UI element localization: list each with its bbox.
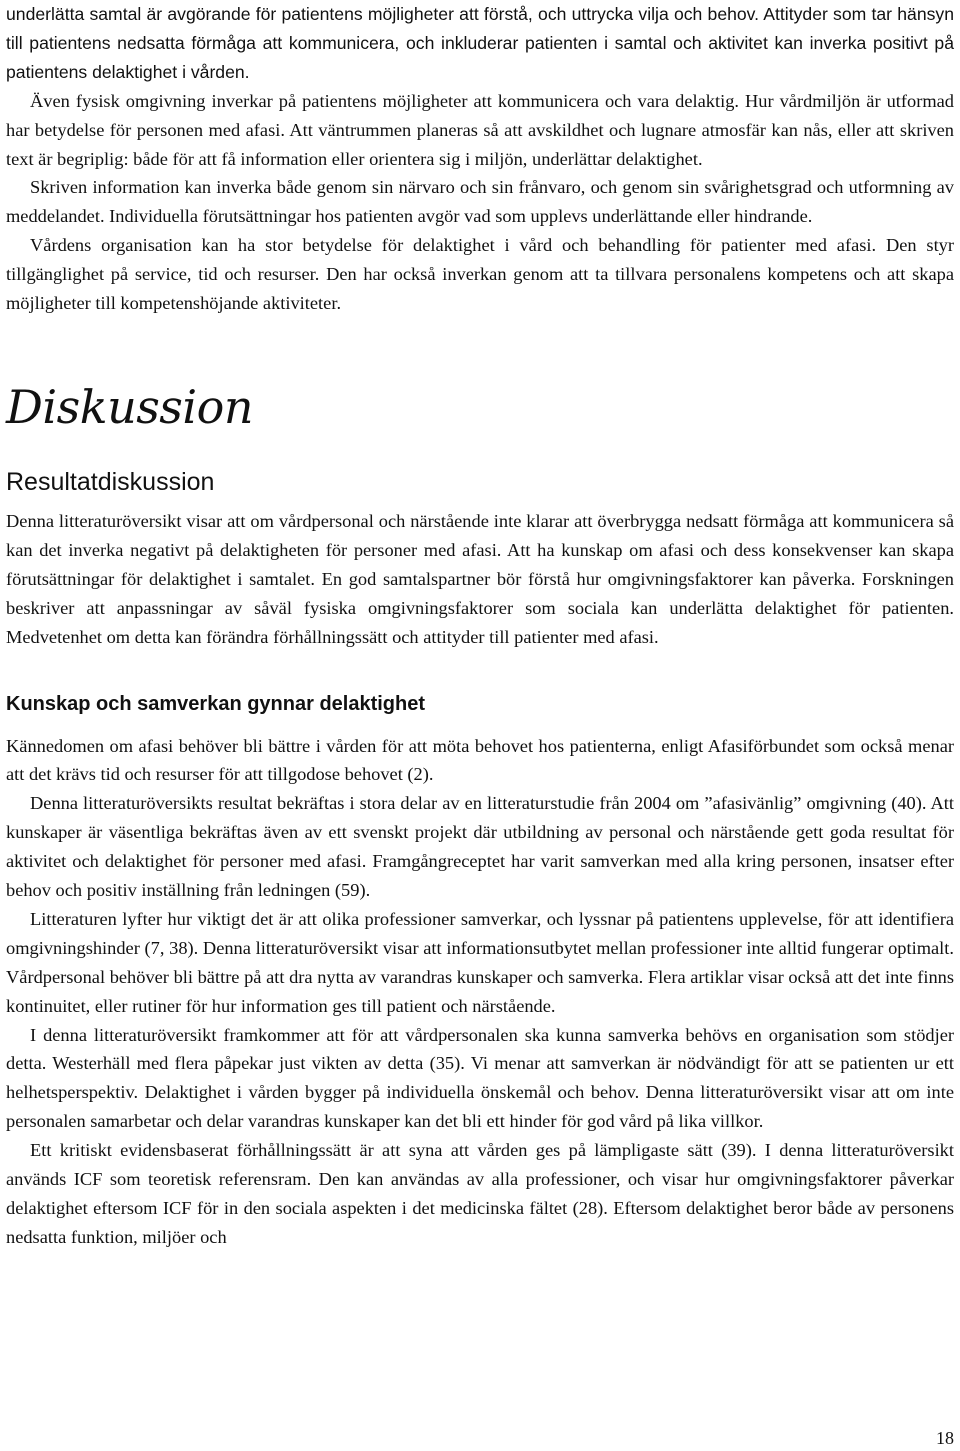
- paragraph-professions: Litteraturen lyfter hur viktigt det är att olika professioner samverkar, och lyssnar på patientens upplevelse, för att identifiera omgivningshinder (7, 38). Denna litteraturöversikt visar att informationsutbytet mellan professioner inte alltid fungerar optimalt. Vårdpersonal behöver bli bättre på att dra nytta av varandras kunskaper och samverka. Flera artiklar visar också att det inte finns kontinuitet, eller rutiner för hur information ges till patient och närstående.: [6, 908, 954, 1016]
- paragraph-written-information: Skriven information kan inverka både genom sin närvaro och sin frånvaro, och genom sin svårighetsgrad och utformning av meddelandet. Individuella förutsättningar hos patienten avgör vad som upplevs underlättande eller hindrande.: [6, 177, 954, 227]
- paragraph-physical-environment: Även fysisk omgivning inverkar på patientens möjligheter att kommunicera och vara delaktig. Hur vårdmiljön är utformad har betydelse för personen med afasi. Att väntrummen planeras så att avskildhet och lugnare atmosfär kan nås, eller att skriven text är begriplig: både för att få information eller orientera sig i miljön, underlättar delaktighet.: [6, 90, 954, 169]
- paragraph-evidence-based: Ett kritiskt evidensbaserat förhållningssätt är att syna att vården ges på lämpligaste sätt (39). I denna litteraturöversikt används ICF som teoretisk referensram. Den kan användas av alla professioner, och visar hur omgivningsfaktorer påverkar delaktighet eftersom ICF för in den sociala aspekten i det medicinska fältet (28). Eftersom delaktighet beror både av personens nedsatta funktion, miljöer och: [6, 1140, 954, 1247]
- paragraph-literature-study: Denna litteraturöversikts resultat bekräftas i stora delar av en litteraturstudie från 2004 om ”afasivänlig” omgivning (40). Att kunskaper är väsentliga bekräftas även av ett svenskt projekt där utbildning av personal och närstående gett goda resultat för aktivitet och delaktighet för personer med afasi. Framgångreceptet har varit samverkan med alla kring personen, insatser efter behov och positiv inställning från ledningen (59).: [6, 793, 954, 901]
- paragraph-intro: underlätta samtal är avgörande för patientens möjligheter att förstå, och uttrycka vilja och behov. Attityder som tar hänsyn till patientens nedsatta förmåga att kommunicera, och inkluderar patienten i samtal och aktivitet kan inverka positivt på patientens delaktighet i vården.: [6, 4, 954, 82]
- paragraph-organisation: Vårdens organisation kan ha stor betydelse för delaktighet i vård och behandling för patienter med afasi. Den styr tillgänglighet på service, tid och resurser. Den har också inverkan genom att ta tillvara personalens kompetens och att skapa möjligheter till kompetenshöjande aktiviteter.: [6, 235, 954, 314]
- paragraph-organisation-support: I denna litteraturöversikt framkommer att för att vårdpersonalen ska kunna samverka behövs en organisation som stödjer detta. Westerhäll med flera påpekar just vikten av detta (35). Vi menar att samverkan är nödvändigt för att se patienten ur ett helhetsperspektiv. Delaktighet i vården bygger på individuella önskemål och behov. Denna litteraturöversikt visar att om inte personalen samarbetar och delar varandras kunskaper kan det bli ett hinder för god vård på lika villkor.: [6, 1024, 954, 1132]
- paragraph-afasiforbundet: Kännedomen om afasi behöver bli bättre i vården för att möta behovet hos patienterna, enligt Afasiförbundet som också menar att det krävs tid och resurser för att tillgodose behovet (2).: [6, 735, 954, 785]
- document-page: [6, 0, 954, 1252]
- heading-kunskap-samverkan: Kunskap och samverkan gynnar delaktighet: [6, 692, 426, 715]
- paragraph-result-summary: Denna litteraturöversikt visar att om vårdpersonal och närstående inte klarar att överbrygga nedsatt förmåga att kommunicera så kan det inverka negativt på delaktigheten för personer med afasi. Att ha kunskap om afasi och dess konsekvenser kan skapa förutsättningar för delaktighet i samtalet. En god samtalspartner bör förstå hur omgivningsfaktorer kan påverka. Forskningen beskriver att anpassningar av såväl fysiska omgivningsfaktorer som sociala kan underlätta delaktighet för patienten. Medvetenhet om detta kan förändra förhållningssätt och attityder till patienter med afasi.: [6, 510, 954, 647]
- heading-diskussion: Diskussion: [6, 379, 253, 434]
- heading-resultatdiskussion: Resultatdiskussion: [6, 467, 215, 496]
- page-number: 18: [936, 1428, 954, 1448]
